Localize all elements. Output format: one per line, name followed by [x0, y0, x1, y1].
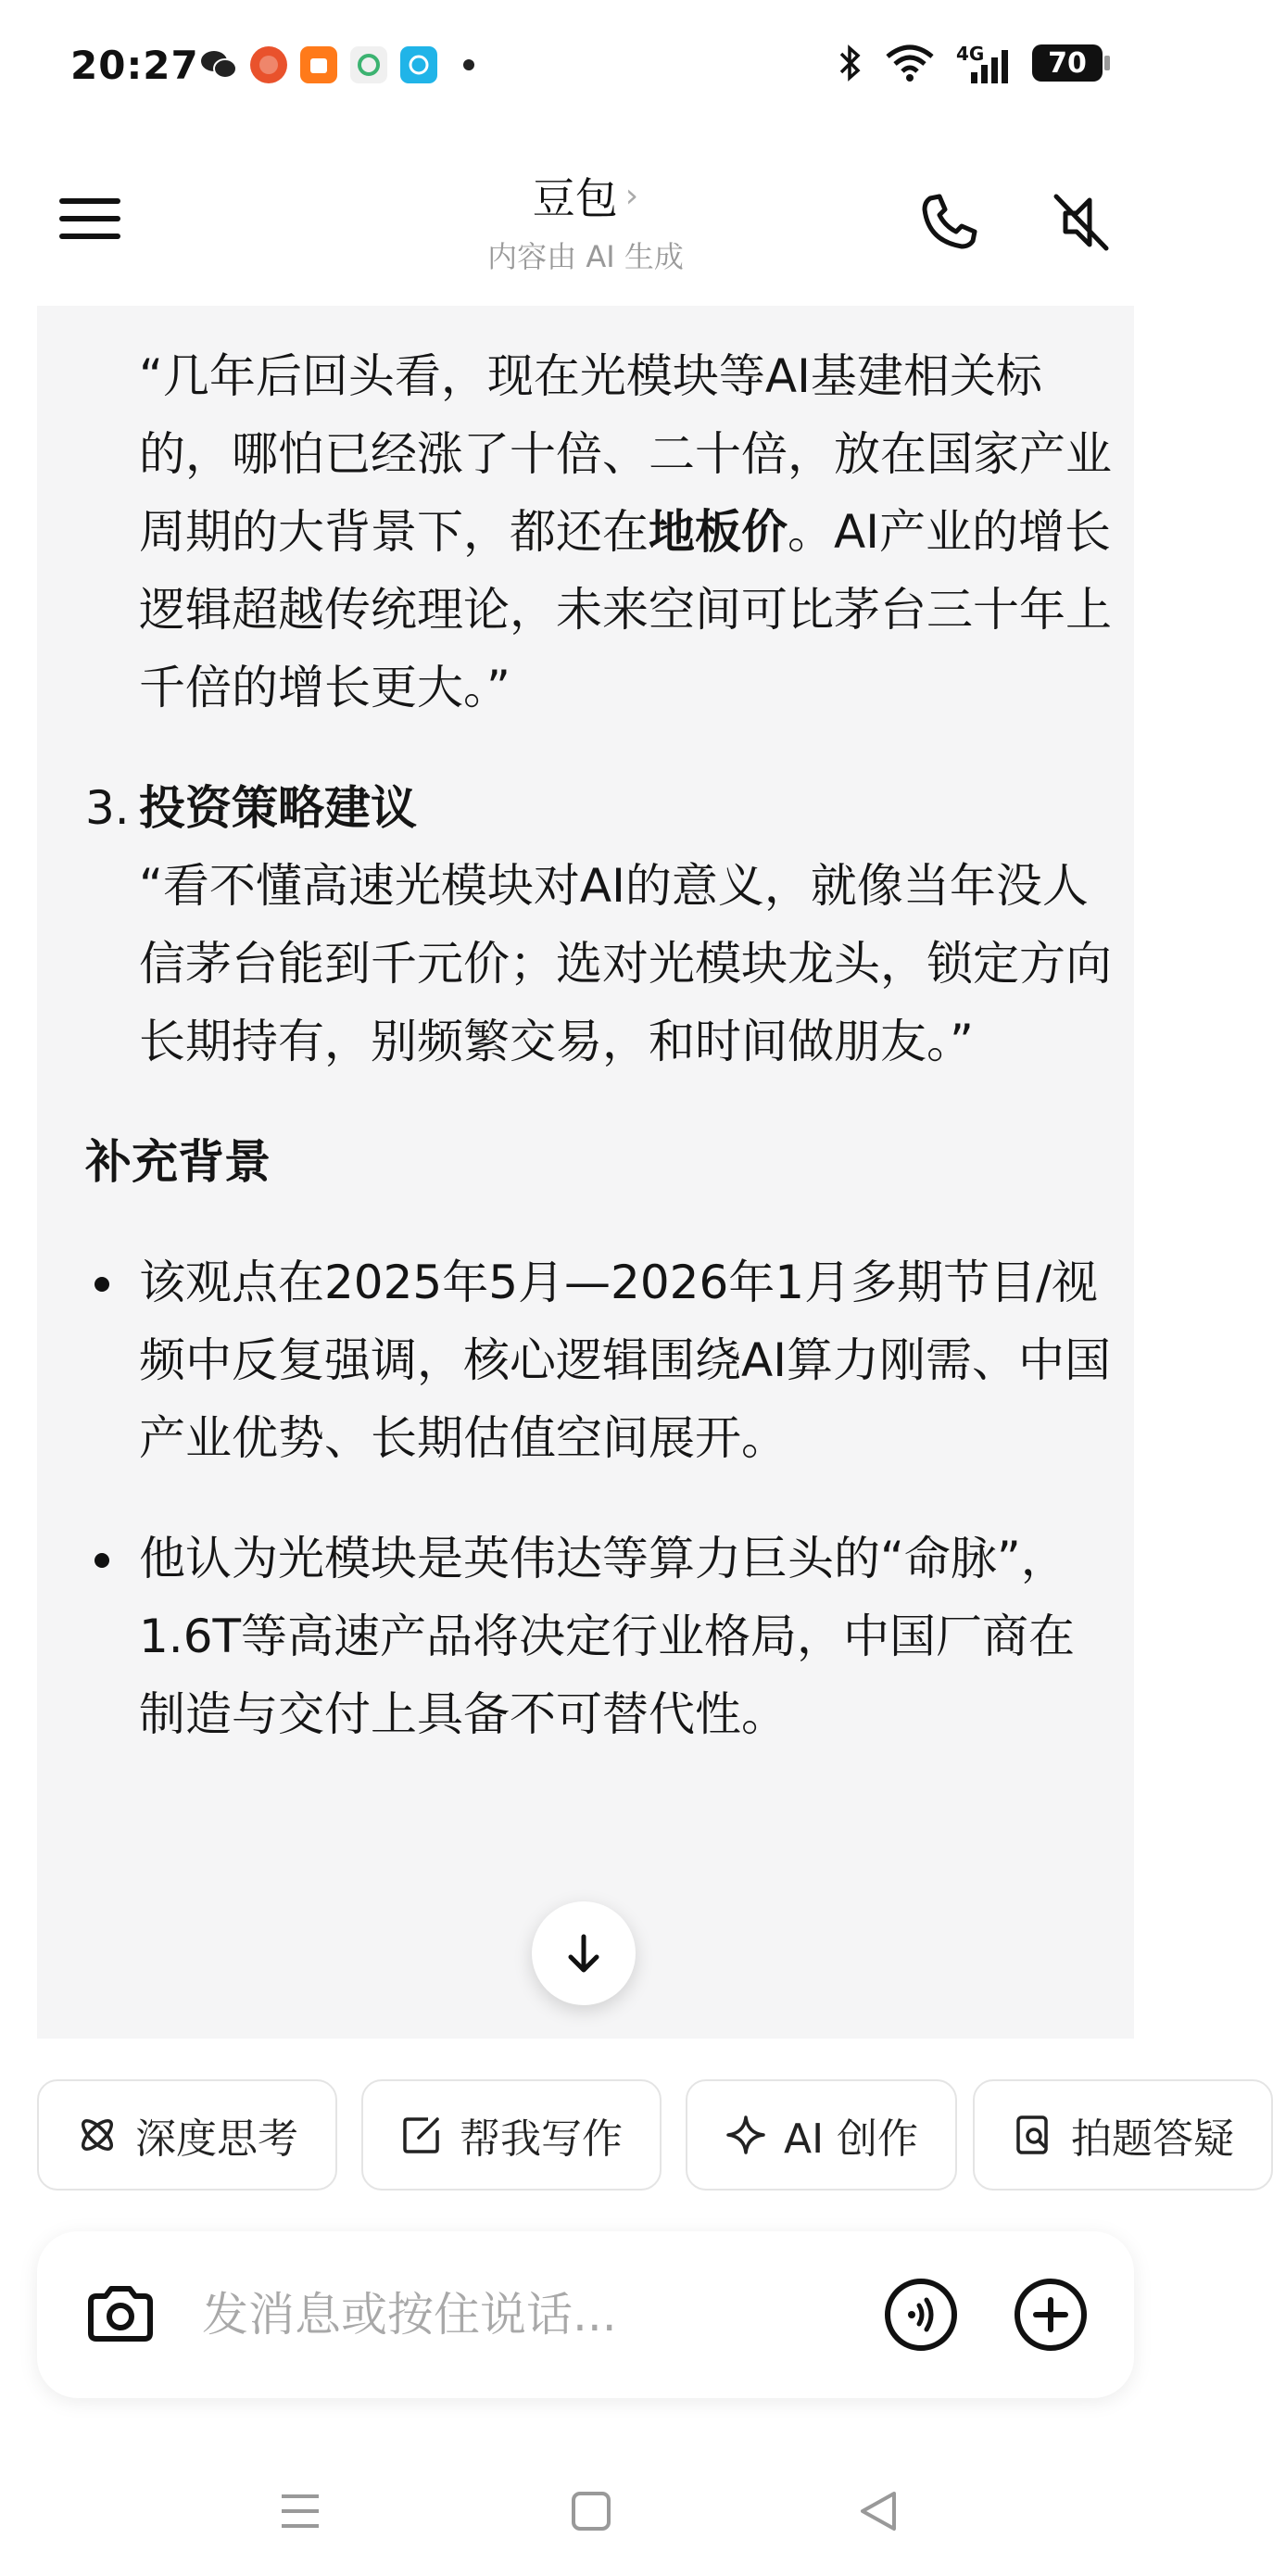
chip-photo-answer[interactable] — [973, 2079, 1273, 2191]
more-notifications-dot — [463, 59, 474, 70]
home-square-icon — [570, 2490, 612, 2532]
status-time: 20:27 — [70, 43, 199, 88]
bullet-dot — [95, 1277, 109, 1292]
phone-call-button[interactable] — [915, 189, 982, 256]
camera-icon — [82, 2276, 159, 2354]
speaker-muted-icon — [1047, 189, 1114, 256]
chip-label: 帮我写作 — [460, 2115, 623, 2163]
ai-generated-notice: 内容由 AI 生成 — [487, 239, 684, 274]
quote-text-end: 。AI产业的增长逻辑超越传统理论，未来空间可比茅台三十年上千倍的增长更大。” — [139, 505, 1112, 714]
atom-icon — [76, 2114, 119, 2156]
title-block[interactable] — [0, 165, 1171, 276]
bluetooth-icon — [838, 43, 863, 83]
chip-ai-creation[interactable] — [686, 2079, 957, 2191]
alipay-app-icon — [400, 46, 437, 83]
chip-label: 拍题答疑 — [1071, 2115, 1234, 2163]
section-heading: 补充背景 — [85, 1135, 271, 1189]
wifi-icon — [884, 44, 936, 82]
mute-voice-button[interactable] — [1047, 189, 1114, 256]
nav-back-button[interactable] — [841, 2474, 915, 2548]
nav-home-button[interactable] — [554, 2474, 628, 2548]
bullet-text: 该观点在2025年5月—2026年1月多期节目/视频中反复强调，核心逻辑围绕AI算力刚需、中国产业优势、长期估值空间展开。 — [139, 1256, 1111, 1465]
bullet-item — [85, 1520, 1114, 1753]
message-area[interactable] — [37, 306, 1134, 2039]
bullet-text: 他认为光模块是英伟达等算力巨头的“命脉”，1.6T等高速产品将决定行业格局，中国厂商在制造与交付上具备不可替代性。 — [139, 1532, 1076, 1741]
battery-indicator: 70 — [1032, 44, 1103, 82]
back-triangle-icon — [857, 2490, 900, 2532]
arrow-down-icon — [561, 1931, 606, 1976]
quote-text: “几年后回头看，现在光模块等AI基建相关标的，哪怕已经涨了十倍、二十倍，放在国家产业周期的大背景下，都还在 — [139, 349, 1112, 559]
bullet-dot — [95, 1553, 109, 1568]
quick-action-chips — [37, 2079, 1234, 2194]
chip-writing[interactable] — [361, 2079, 662, 2191]
sparkle-icon — [725, 2114, 767, 2156]
chip-label: 深度思考 — [135, 2115, 298, 2163]
voice-call-button[interactable] — [882, 2276, 960, 2354]
quote-paragraph — [85, 337, 1114, 726]
chip-deep-thinking[interactable] — [37, 2079, 337, 2191]
game-app-icon — [250, 46, 287, 83]
list-number: 3. — [85, 781, 130, 835]
scan-doc-icon — [1012, 2114, 1054, 2156]
status-indicators — [838, 43, 1103, 83]
edit-icon — [400, 2114, 443, 2156]
assistant-message — [85, 306, 1114, 1753]
scroll-to-bottom-button[interactable] — [532, 1901, 636, 2005]
message-input[interactable] — [202, 2278, 851, 2352]
voice-wave-icon — [882, 2276, 960, 2354]
list-item-quote: “看不懂高速光模块对AI的意义，就像当年没人信茅台能到千元价；选对光模块龙头，锁定方向长期持有，别频繁交易，和时间做朋友。” — [139, 859, 1112, 1068]
chip-label: AI 创作 — [784, 2115, 919, 2163]
plus-circle-icon — [1012, 2276, 1090, 2354]
notification-icons — [200, 46, 474, 83]
chevron-right-icon: › — [624, 176, 639, 215]
snail-app-icon — [350, 46, 387, 83]
list-item-title: 投资策略建议 — [139, 781, 417, 835]
network-type: 4G — [956, 43, 985, 65]
camera-button[interactable] — [82, 2276, 159, 2354]
bold-phrase: 地板价 — [649, 505, 788, 559]
status-bar — [0, 0, 1171, 139]
list-item — [85, 769, 1114, 1080]
message-composer — [37, 2231, 1134, 2398]
chat-title[interactable]: 豆包 — [532, 173, 618, 223]
system-navigation-bar — [0, 2446, 1171, 2576]
wechat-icon — [200, 46, 237, 83]
recent-apps-icon — [278, 2491, 322, 2532]
bullet-item — [85, 1244, 1114, 1477]
cellular-signal-icon — [956, 43, 1012, 83]
add-attachment-button[interactable] — [1012, 2276, 1090, 2354]
nav-menu-button[interactable] — [263, 2474, 337, 2548]
shopping-app-icon — [300, 46, 337, 83]
chat-header — [0, 139, 1171, 306]
phone-icon — [915, 189, 982, 256]
